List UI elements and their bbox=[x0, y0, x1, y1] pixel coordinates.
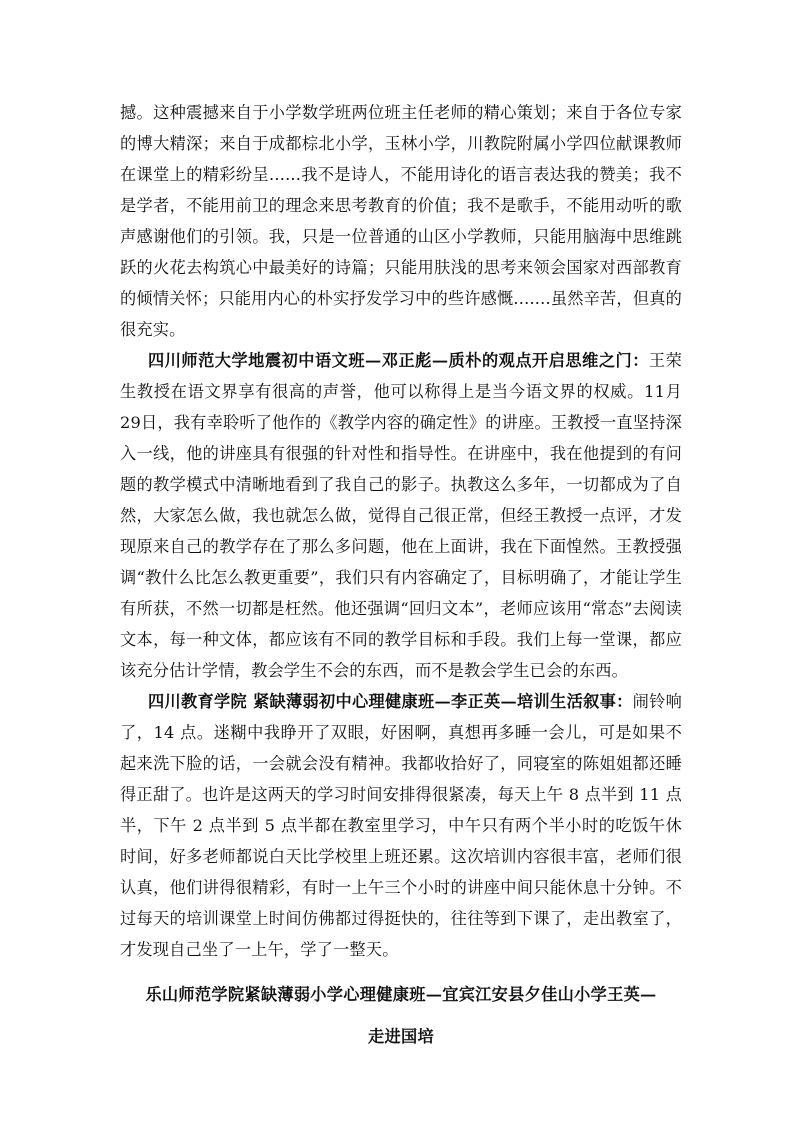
paragraph-lead-title: 四川教育学院 紧缺薄弱初中心理健康班—李正英—培训生活叙事： bbox=[148, 692, 633, 711]
paragraph-li-zhengying bbox=[120, 686, 682, 965]
paragraph-lead-title: 四川师范大学地震初中语文班—邓正彪—质朴的观点开启思维之门： bbox=[148, 351, 649, 370]
paragraph-deng-zhengbiao bbox=[120, 345, 682, 686]
paragraph-continued: 撼。这种震撼来自于小学数学班两位班主任老师的精心策划；来自于各位专家的博大精深；来自于成都棕北小学，玉林小学，川教院附属小学四位献课教师在课堂上的精彩纷呈......我不是诗人，不能用诗化的语言表达我的赞美；我不是学者，不能用前卫的理念来思考教育的价值；我不是歌手，不能用动听的歌声感谢他们的引领。我，只是一位普通的山区小学教师，只能用脑海中思维跳跃的火花去构筑心中最美好的诗篇；只能用肤浅的思考来领会国家对西部教育的倾情关怀；只能用内心的朴实抒发学习中的些许感慨.......虽然辛苦，但真的很充实。 bbox=[120, 103, 682, 339]
document-page bbox=[120, 97, 682, 1052]
paragraph-body: 闹铃响了，14 点。迷糊中我睁开了双眼，好困啊，真想再多睡一会儿，可是如果不起来洗下脸的话，一会就会没有精神。我都收拾好了，同寝室的陈姐姐都还睡得正甜了。也许是这两天的学习时间安排得很紧凑，每天上午 8 点半到 11 点半，下午 2 点半到 5 点半都在教室里学习，中午只有两个半小时的吃饭午休时间，好多老师都说白天比学校里上班还累。这次培训内容很丰富，老师们很认真，他们讲得很精彩，有时一上午三个小时的讲座中间只能休息十分钟。不过每天的培训课堂上时间仿佛都过得挺快的，往往等到下课了，走出教室了，才发现自己坐了一上午，学了一整天。 bbox=[120, 692, 682, 959]
paragraph-body: 王荣生教授在语文界享有很高的声誉，他可以称得上是当今语文界的权威。11月29日，我有幸聆听了他作的《教学内容的确定性》的讲座。王教授一直坚持深入一线，他的讲座具有很强的针对性和指导性。在讲座中，我在他提到的有问题的教学模式中清晰地看到了我自己的影子。执教这么多年，一切都成为了自然，大家怎么做，我也就怎么做，觉得自己很正常，但经王教授一点评，才发现原来自己的教学存在了那么多问题，他在上面讲，我在下面惶然。王教授强调“教什么比怎么教更重要”，我们只有内容确定了，目标明确了，才能让学生有所获，不然一切都是枉然。他还强调“回归文本”，老师应该用“常态”去阅读文本，每一种文体，都应该有不同的教学目标和手段。我们上每一堂课，都应该充分估计学情，教会学生不会的东西，而不是教会学生已会的东西。 bbox=[120, 351, 683, 680]
section-heading-line-2: 走进国培 bbox=[368, 1027, 434, 1046]
section-heading-line-1: 乐山师范学院紧缺薄弱小学心理健康班—宜宾江安县夕佳山小学王英— bbox=[145, 985, 657, 1004]
